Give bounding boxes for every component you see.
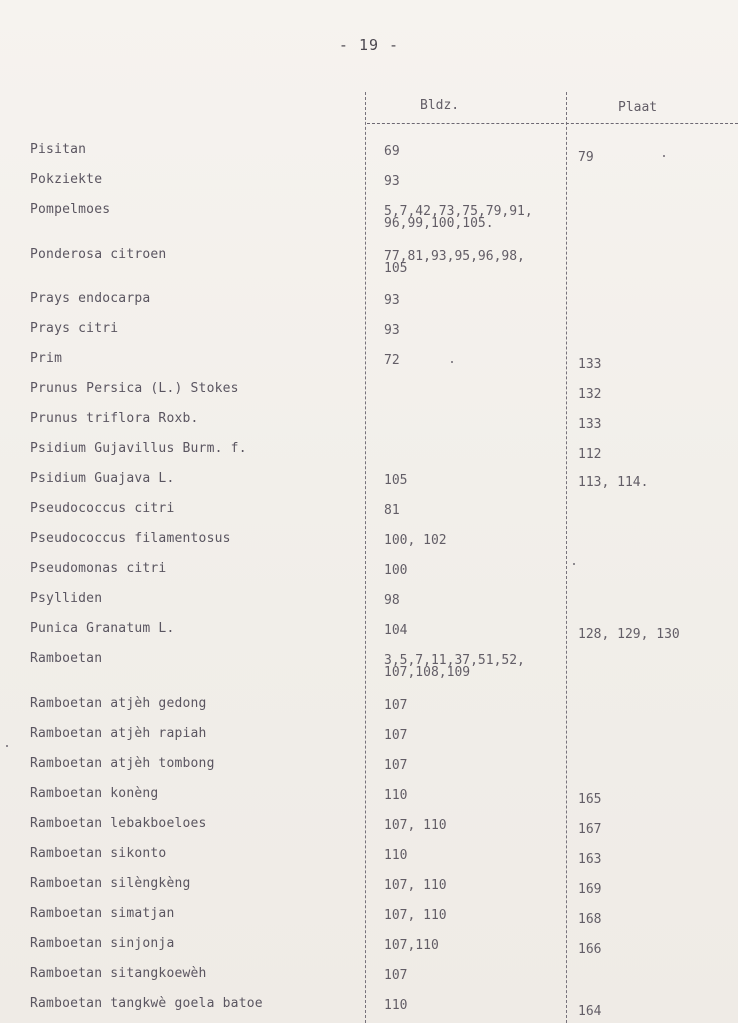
index-term: Psylliden — [30, 591, 103, 606]
page-references: 3,5,7,11,37,51,52, 107,108,109 — [384, 653, 525, 680]
index-term: Prunus Persica (L.) Stokes — [30, 381, 239, 396]
index-term: Pompelmoes — [30, 202, 111, 217]
index-term: Ponderosa citroen — [30, 247, 167, 262]
index-term: Prim — [30, 351, 63, 366]
page-references: 104 — [384, 623, 408, 638]
index-term: Pseudomonas citri — [30, 561, 167, 576]
index-term: Psidium Guajava L. — [30, 471, 175, 486]
page-references: 110 — [384, 848, 408, 863]
index-term: Ramboetan sikonto — [30, 846, 167, 861]
page-references: 81 — [384, 503, 400, 518]
index-term: Pseudococcus citri — [30, 501, 175, 516]
page-references: 77,81,93,95,96,98, 105 — [384, 249, 525, 276]
page-number: - 19 - — [338, 36, 400, 54]
page-references: 110 — [384, 788, 408, 803]
plate-references: 133 — [578, 357, 602, 372]
page-references: 107, 110 — [384, 908, 447, 923]
plate-references: 164 — [578, 1004, 602, 1019]
plate-references: 165 — [578, 792, 602, 807]
plate-references: 166 — [578, 942, 602, 957]
plate-references: 169 — [578, 882, 602, 897]
plate-references: 133 — [578, 417, 602, 432]
page-references: 107, 110 — [384, 878, 447, 893]
index-term: Ramboetan lebakboeloes — [30, 816, 207, 831]
index-term: Pisitan — [30, 142, 87, 157]
ink-speck — [6, 745, 8, 747]
column-header-bldz: Bldz. — [420, 98, 460, 113]
page-references: 105 — [384, 473, 408, 488]
page-references: 93 — [384, 174, 400, 189]
index-term: Ramboetan sinjonja — [30, 936, 175, 951]
index-term: Ramboetan simatjan — [30, 906, 175, 921]
page-references: 72 — [384, 353, 400, 368]
plate-references: 79 — [578, 150, 594, 165]
index-term: Ramboetan atjèh gedong — [30, 696, 207, 711]
index-term: Prunus triflora Roxb. — [30, 411, 199, 426]
index-term: Punica Granatum L. — [30, 621, 175, 636]
page-references: 107 — [384, 758, 408, 773]
ink-speck — [663, 155, 665, 157]
page-references: 93 — [384, 293, 400, 308]
plate-references: 163 — [578, 852, 602, 867]
plate-references: 167 — [578, 822, 602, 837]
column-header-plaat: Plaat — [618, 100, 658, 115]
index-term: Ramboetan — [30, 651, 103, 666]
index-term: Ramboetan konèng — [30, 786, 159, 801]
page-references: 107 — [384, 728, 408, 743]
page-references: 98 — [384, 593, 400, 608]
index-term: Ramboetan atjèh tombong — [30, 756, 215, 771]
index-term: Psidium Gujavillus Burm. f. — [30, 441, 247, 456]
plate-references: 168 — [578, 912, 602, 927]
page-references: 69 — [384, 144, 400, 159]
index-term: Ramboetan silèngkèng — [30, 876, 191, 891]
plate-references: 128, 129, 130 — [578, 627, 680, 642]
plate-references: 132 — [578, 387, 602, 402]
index-term: Ramboetan tangkwè goela batoe — [30, 996, 263, 1011]
page-references: 107,110 — [384, 938, 439, 953]
index-term: Prays endocarpa — [30, 291, 151, 306]
page-references: 107, 110 — [384, 818, 447, 833]
page-references: 100, 102 — [384, 533, 447, 548]
page-references: 93 — [384, 323, 400, 338]
page-references: 100 — [384, 563, 408, 578]
page-references: 5,7,42,73,75,79,91, 96,99,100,105. — [384, 204, 533, 231]
index-term: Prays citri — [30, 321, 119, 336]
ink-speck — [451, 361, 453, 363]
plate-references: 113, 114. — [578, 475, 649, 490]
page-references: 107 — [384, 968, 408, 983]
index-term: Pseudococcus filamentosus — [30, 531, 231, 546]
index-term: Ramboetan sitangkoewèh — [30, 966, 207, 981]
index-term: Ramboetan atjèh rapiah — [30, 726, 207, 741]
index-term: Pokziekte — [30, 172, 103, 187]
ink-speck — [573, 563, 575, 565]
plate-references: 112 — [578, 447, 602, 462]
page-references: 107 — [384, 698, 408, 713]
page-references: 110 — [384, 998, 408, 1013]
